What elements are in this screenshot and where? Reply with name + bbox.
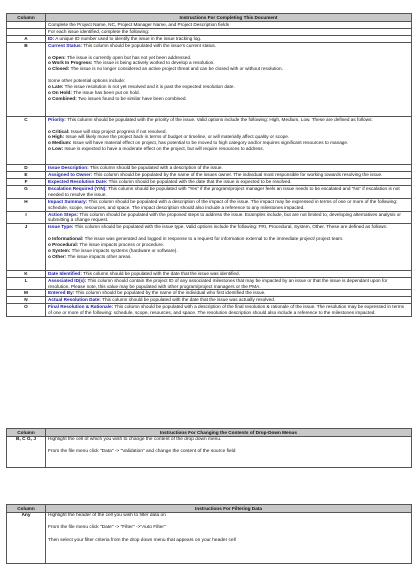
row-instruction: Highlight the cell of which you wish to change the content of the drop down menu. From the file menu click "Data" -> "Validation" and change the content of the source field — [46, 437, 412, 468]
row-label: Priority: — [48, 116, 66, 122]
row-label: Current Status: — [48, 42, 83, 48]
table-row — [7, 198, 412, 211]
column-letter: B — [7, 42, 46, 116]
intro-line: Complete the Project Name, NC, Project Manager Name, and Project Description fields — [46, 22, 412, 29]
table-row — [7, 116, 412, 164]
row-instruction: Entered By: This column should be populated by the name of the individual who first identified the issue. — [46, 290, 412, 297]
row-instruction: Assigned to Owner: This column should be populated by the name of the issues owner. The individual most responsible for working towards resolving the issue. — [46, 172, 412, 179]
row-instruction: Escalation Required (Y/N): This column should be populated with "Yes" if the program/project manager feels an issue needs to be escalated and "No" if escalation is not needed to resolve the issue. — [46, 185, 412, 198]
column-letter: O — [7, 304, 46, 317]
column-letter: M — [7, 290, 46, 297]
column-letter: A — [7, 35, 46, 42]
table-row — [7, 185, 412, 198]
column-letter: D — [7, 165, 46, 172]
table-header-row — [7, 429, 412, 437]
row-instruction: Actual Resolution Date: This column should be populated with the date that the issue was actually resolved. — [46, 297, 412, 304]
table-row — [7, 178, 412, 185]
column-header: Column — [7, 429, 46, 437]
column-letter: E — [7, 172, 46, 179]
row-label: Action Steps: — [48, 211, 79, 217]
table-row — [7, 304, 412, 317]
row-instruction: Impact Summary: This column should be populated with a description of the impact of the issue. The impact may be expressed in terms of one or more of the following: schedule, scope, resources, and space. The impact description should also include a reference to any milestones impacted. — [46, 198, 412, 211]
column-letter: L — [7, 277, 46, 290]
row-instruction: Highlight the header of the cell you wish to filter data on From the file menu click "Date" -> "Filter" ->"Auto Filter" Then select your filter criteria from the drop down menu that appears on your header cell — [46, 513, 412, 564]
column-letter: C — [7, 116, 46, 164]
table-row — [7, 224, 412, 270]
table-row — [7, 42, 412, 116]
table-row — [7, 165, 412, 172]
table-row — [7, 270, 412, 277]
column-letter: Any — [7, 513, 46, 564]
table-header-row — [7, 14, 412, 22]
row-label: Issue Type: — [48, 224, 74, 230]
row-label: Assigned to Owner: — [48, 172, 93, 178]
row-instruction: Final Resolution & Rationale: This column should be populated with a description of the final resolution & rationale of the issue. The resolution may be expressed in terms of one or more of the following: schedule, scope, resources, and space. The resolution description should also include a reference to the milestones impacted. — [46, 304, 412, 317]
row-instruction: ID: A unique ID number used to identify the issue in the issue tracking log. — [46, 35, 412, 42]
column-header: Column — [7, 505, 46, 513]
row-label: Final Resolution & Rationale: — [48, 304, 114, 310]
row-instruction: Expected Resolution Date: This column should be populated with the date that the issue is expected to be resolved. — [46, 178, 412, 185]
column-letter: F — [7, 178, 46, 185]
intro-line: For each issue identified, complete the following: — [46, 28, 412, 35]
row-label: Impact Summary: — [48, 198, 88, 204]
column-letter: B, C G, J — [7, 437, 46, 468]
column-letter: H — [7, 198, 46, 211]
table-header-row — [7, 505, 412, 513]
instructions-table — [6, 13, 412, 317]
column-letter: I — [7, 211, 46, 224]
instructions-header: Instructions For Filtering Data — [46, 505, 412, 513]
table-row — [7, 22, 412, 29]
dropdown-instructions-table — [6, 428, 412, 468]
row-instruction: Issue Description: This column should be populated with a description of the issue. — [46, 165, 412, 172]
row-label: Escalation Required (Y/N): — [48, 185, 107, 191]
filter-instructions-table — [6, 504, 412, 564]
column-header: Column — [7, 14, 46, 22]
table-row — [7, 211, 412, 224]
column-letter: G — [7, 185, 46, 198]
row-label: Date Identified: — [48, 270, 82, 276]
row-instruction: Date Identified: This column should be populated with the date that the issue was identified. — [46, 270, 412, 277]
row-instruction: Associated ID(s): This column should contain the project ID of any associated milestones that may be impacted by an issue or that the issue is dependant upon for resolution. Please note, this value may be populated with other program/project managers or the PMA. — [46, 277, 412, 290]
row-label: Associated ID(s): — [48, 277, 87, 283]
table-row — [7, 290, 412, 297]
row-instruction: Issue Type: This column should be populated with the issue type. Valid options include the following: FRI, Procedural, System, Other. These are defined as follows: o Informational: The issue was generated and logged in response to a request for information external to the immediate project/ project team. o Procedural: The issue impacts process or procedure. o System: The issue impacts systems (hardware or software). o Other: The issue impacts other areas. — [46, 224, 412, 270]
table-row — [7, 28, 412, 35]
column-letter: K — [7, 270, 46, 277]
instructions-header: Instructions For Changing the Contents of Drop-Down Menus — [46, 429, 412, 437]
row-label: ID: — [48, 35, 55, 41]
column-letter: J — [7, 224, 46, 270]
table-row — [7, 437, 412, 468]
instructions-header: Instructions For Completing This Document — [46, 14, 412, 22]
column-letter: N — [7, 297, 46, 304]
table-row — [7, 277, 412, 290]
row-instruction: Action Steps: This column should be populated with the proposed steps to address the issue. Examples include, but are not limited to, developing alternatives analysis or submitting a change request. — [46, 211, 412, 224]
row-instruction: Current Status: This column should be populated with the issue's current status. o Open: The issue is currently open but has not yet been addressed. o Work In Progress: The issue is being actively worked to develop a resolution. o Closed: The issue is no longer considered an active project threat and can be closed with or without resolution. Some other potential options include: o Late: The issue resolution is not yet resolved and it is past the expected resolution date. o On Hold: The issue has been put on hold. o Combined: Two issues found to be similar have been combined. — [46, 42, 412, 116]
row-instruction: Priority: This column should be populated with the priority of the issue. Valid options include the following: High, Medium, Low. These are defined as follows: o Critical: Issue will stop project progress if not resolved. o High: Issue will likely move the project back in terms of budget or timeline, or will materially affect quality or scope. o Medium: Issue will have material effect on project, has potential to be moved to high category and/or requires significant resources to manage. o Low: Issue is expected to have a moderate effect on the project, but will require resources to address. — [46, 116, 412, 164]
row-label: Entered By: — [48, 290, 75, 296]
table-row — [7, 35, 412, 42]
table-row — [7, 297, 412, 304]
row-label: Issue Description: — [48, 165, 89, 171]
row-label: Expected Resolution Date: — [48, 178, 108, 184]
row-label: Actual Resolution Date: — [48, 297, 101, 303]
table-row — [7, 513, 412, 564]
table-row — [7, 172, 412, 179]
